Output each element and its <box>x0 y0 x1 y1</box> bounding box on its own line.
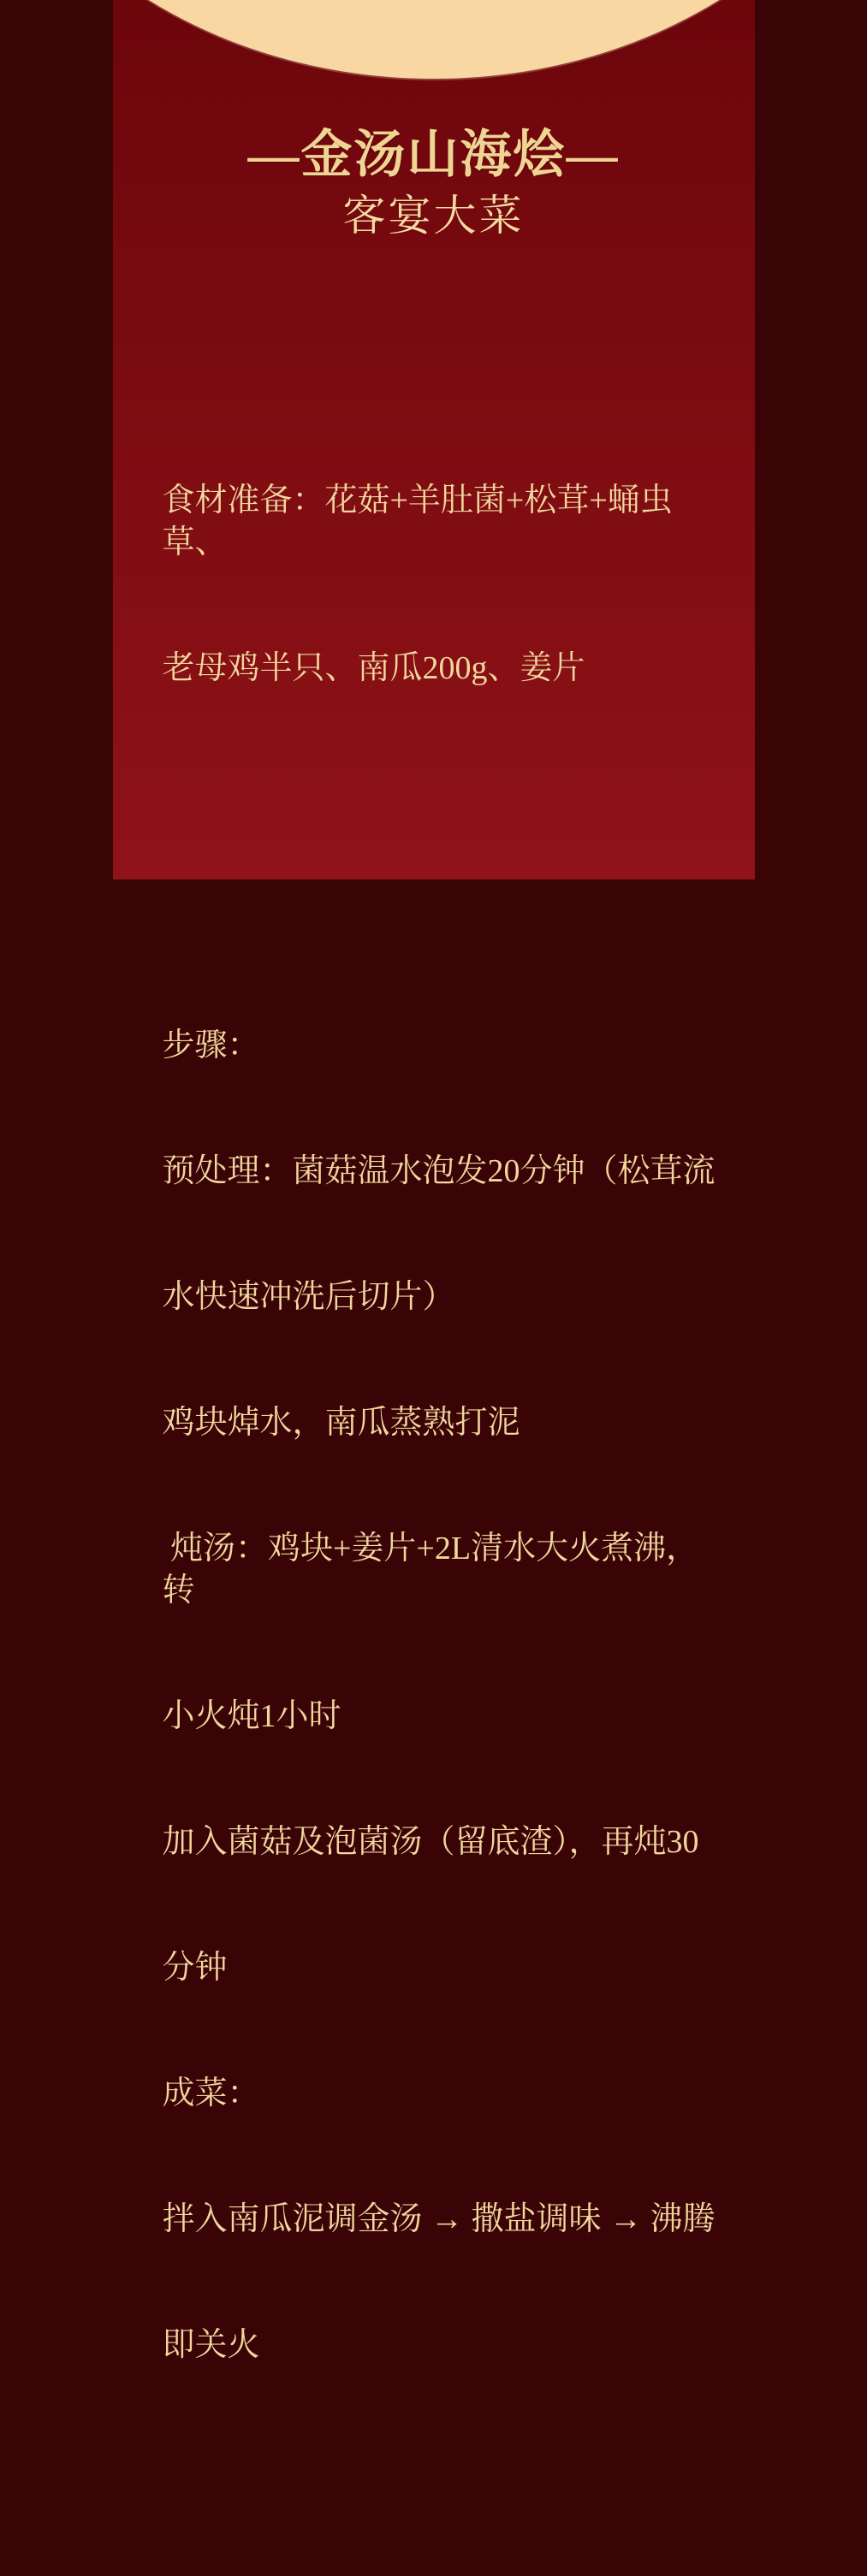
recipe-title: —金汤山海烩— <box>247 127 620 183</box>
step-line: 小火炖1小时 <box>162 1698 341 1734</box>
ingredients-line: 食材准备：花菇+羊肚菌+松茸+蛹虫草、 <box>162 483 673 560</box>
step-line: 预处理：菌菇温水泡发20分钟（松茸流 <box>162 1153 716 1189</box>
finish-heading: 成菜： <box>162 2076 260 2111</box>
step-line: 分钟 <box>162 1950 228 1986</box>
recipe-subtitle: 客宴大菜 <box>342 192 525 240</box>
recipe-body <box>163 270 729 2576</box>
step-line: 即关火 <box>162 2327 260 2363</box>
steps-section <box>163 941 729 2450</box>
steps-heading: 步骤： <box>162 1027 260 1063</box>
ingredients-section <box>163 396 729 773</box>
ingredients-line: 老母鸡半只、南瓜200g、姜片 <box>162 650 585 686</box>
step-line: 加入菌菇及泡菌汤（留底渣），再炖30 <box>162 1824 699 1860</box>
step-line: 拌入南瓜泥调金汤 → 撒盐调味 → 沸腾 <box>162 2201 716 2237</box>
step-line: 水快速冲洗后切片） <box>162 1279 455 1315</box>
step-line: 鸡块焯水，南瓜蒸熟打泥 <box>162 1405 520 1441</box>
top-arc-shape <box>0 0 867 79</box>
step-line: 炖汤：鸡块+姜片+2L清水大火煮沸，转 <box>162 1531 699 1608</box>
recipe-poster <box>113 0 755 2363</box>
poster-header <box>113 127 755 239</box>
